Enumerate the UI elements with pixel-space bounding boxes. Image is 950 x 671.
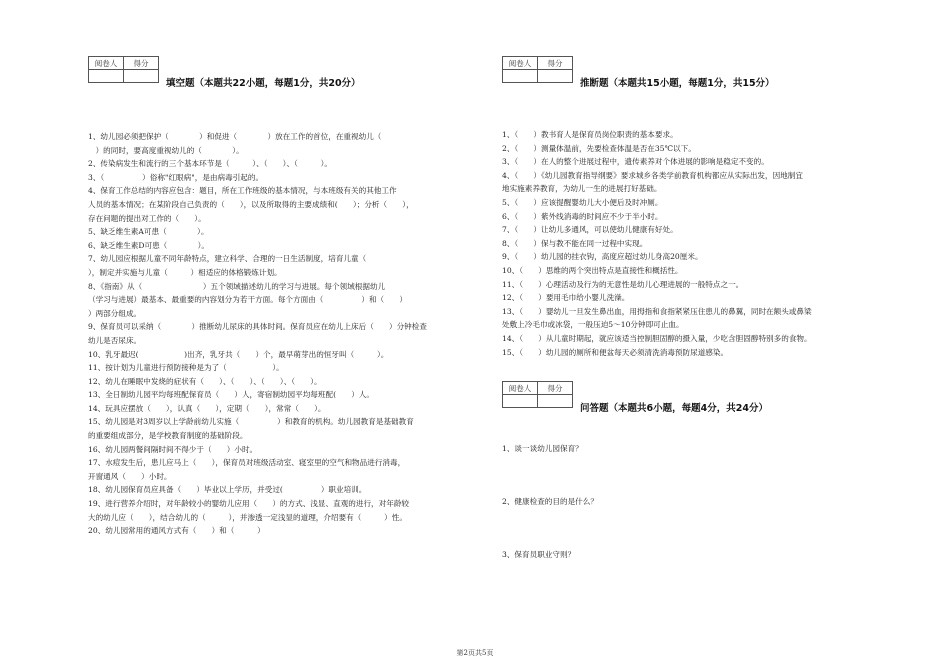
section-title: 推断题（本题共15小题，每题1分，共15分） [580,78,775,89]
question-line: 9、保育员可以采纳（ ）推断幼儿尿床的具体时间。保育员应在幼儿上床后（ ）分钟检查 [88,322,427,332]
question-line: 人员的基本情况；在某阶段自己负责的（ ），以及所取得的主要成绩和( ）；分析（ ）， [88,199,414,209]
score-cell[interactable] [538,70,573,83]
question-line: ）的同时，要高度重视幼儿的（ ）。 [88,145,244,155]
question-line: （学习与进展）最基本、最重要的内容划分为若干方面。每个方面由（ ）和（ ） [88,295,407,305]
score-cell[interactable] [538,395,573,408]
question-line: 6、缺乏维生素D可患（ ）。 [88,240,210,250]
question-line: 20、幼儿园常用的通风方式有（ ）和（ ） [88,526,265,536]
judge-question-line: 12、（ ）要用毛巾给小婴儿洗澡。 [502,293,630,303]
question-line: 15、幼儿园是对3周岁以上学龄前幼儿实施（ ）和教育的机构。幼儿园教育是基础教育 [88,417,414,427]
fill-blank-header [88,56,488,96]
question-line: 开窗通风（ ）小时。 [88,471,172,481]
question-line: 16、幼儿园两餐间隔时间不得少于（ ）小时。 [88,444,258,454]
question-line: 5、缺乏维生素A可患（ ）。 [88,227,209,237]
qa-header [502,381,862,421]
qa-items [502,443,862,560]
judge-question-line: 11、（ ）心理活动及行为的无意性是幼儿心理进展的一般特点之一。 [502,279,744,289]
judge-question-line: 14、（ ）从儿童时期起，就应该适当控制胆固醇的摄入量，少吃含胆固醇特别多的食物。 [502,333,812,343]
judge-section [502,56,862,359]
question-line: 2、传染病发生和流行的三个基本环节是（ ）、（ ）、（ ）。 [88,159,333,169]
question-line: 大的幼儿应（ ），结合幼儿的（ ），并渗透一定浅显的道理，介绍要有（ ）性。 [88,512,407,522]
question-line: 4、保育工作总结的内容应包含：题目，所在工作班级的基本情况，与本班级有关的其他工作 [88,186,397,196]
question-line: ）两部分组成。 [88,308,142,318]
page-number: 第2页共5页 [456,649,494,657]
question-line: 10、乳牙最迟( )出齐，乳牙共（ ）个，最早萌芽出的恒牙叫（ ）。 [88,349,389,359]
score-cell[interactable] [124,70,159,83]
judge-header [502,56,862,96]
question-line: 8、《指南》从（ ）五个领域描述幼儿的学习与进展。每个领域根据幼儿 [88,281,386,291]
judge-question-line: 10、（ ）思维的两个突出特点是直接性和概括性。 [502,265,683,275]
qa-question: 1、谈一谈幼儿园保育？ [502,444,583,454]
grader-cell[interactable] [503,70,538,83]
score-label: 得分 [124,57,159,70]
score-label: 得分 [538,57,573,70]
question-line: 19、进行营养介绍时，对年龄较小的婴幼儿应用（ ）的方式、浅显、直观的进行，对年龄较 [88,499,410,509]
question-line: 13、全日制幼儿园平均每班配保育员（ ）人，寄宿制幼园平均每班配( ）人。 [88,390,374,400]
judge-question-line: 13、（ ）婴幼儿一旦发生鼻出血，用拇指和食指紧紧压住患儿的鼻翼，同时在额头或鼻梁 [502,306,812,316]
section-title: 填空题（本题共22小题，每题1分，共20分） [166,78,361,89]
fill-blank-items [88,130,488,538]
score-box [88,56,159,83]
judge-question-line: 处敷上冷毛巾或冰袋，一般压迫5～10分钟即可止血。 [502,320,684,330]
question-line: ），制定并实施与儿童（ ）相适应的体格锻炼计划。 [88,267,282,277]
question-line: 14、玩具应摆放（ ），认真（ ），定期（ ），常常（ ）。 [88,403,326,413]
judge-question-line: 8、（ ）保与教不能在同一过程中实现。 [502,238,648,248]
section-title: 问答题（本题共6小题，每题4分，共24分） [580,403,768,415]
question-line: 7、幼儿园应根据儿童不同年龄特点，建立科学、合理的一日生活制度，培育儿童（ [88,254,367,264]
fill-blank-section [88,56,488,538]
judge-question-line: 6、（ ）紫外线消毒的时间应不少于半小时。 [502,211,663,221]
judge-question-line: 9、（ ）幼儿园的挂衣钩，高度应超过幼儿身高20厘米。 [502,252,703,262]
question-line: 11、按计划为儿童进行预防接种是为了（ ）。 [88,363,284,373]
question-line: 存在问题的提出对工作的（ ）。 [88,213,206,223]
qa-question: 2、健康检查的目的是什么？ [502,497,598,507]
question-line: 幼儿是否尿床。 [88,335,142,345]
judge-question-line: 5、（ ）应该提醒婴幼儿大小便后及时冲厕。 [502,197,663,207]
grader-cell[interactable] [503,395,538,408]
qa-question: 3、保育员职业守则？ [502,550,576,560]
score-label: 得分 [538,382,573,395]
question-line: 3、（ ）俗称"红眼病"，是由病毒引起的。 [88,172,264,182]
judge-question-line: 7、（ ）让幼儿多通风，可以使幼儿健康有好处。 [502,225,678,235]
question-line: 的重要组成部分，是学校教育制度的基础阶段。 [88,431,248,441]
judge-question-line: 1、（ ）教书育人是保育员岗位职责的基本要求。 [502,130,678,139]
question-line: 12、幼儿在睡眠中发烧的症状有（ ）、（ ）、（ ）、（ ）。 [88,376,322,386]
grader-label: 阅卷人 [503,382,538,395]
score-box [502,381,573,408]
grader-cell[interactable] [89,70,124,83]
judge-question-line: 4、（ ）《幼儿园教育指导纲要》要求城乡各类学前教育机构都应从实际出发，因地制宜 [502,170,803,180]
grader-label: 阅卷人 [89,57,124,70]
question-line: 1、幼儿园必须把保护（ ）和促进（ ）放在工作的首位，在重视幼儿（ [88,132,382,141]
score-box [502,56,573,83]
right-column [502,56,862,602]
question-line: 17、水痘发生后，患儿应马上（ ），保育员对班级活动室、寝室里的空气和物品进行消毒， [88,458,406,468]
judge-question-line: 地实施素养教育，为幼儿一生的进展打好基础。 [502,184,662,194]
judge-question-line: 15、（ ）幼儿园的厕所和便盆每天必须清洗消毒预防尿道感染。 [502,347,729,357]
grader-label: 阅卷人 [503,57,538,70]
judge-question-line: 2、（ ）测量体温前，先要检查体温是否在35℃以下。 [502,143,696,153]
question-line: 18、幼儿园保育员应具备（ ）毕业以上学历，并受过( ）职业培训。 [88,485,367,495]
qa-section [502,381,862,560]
judge-question-line: 3、（ ）在人的整个进展过程中，遗传素养对个体进展的影响是稳定不变的。 [502,157,769,167]
judge-items [502,128,862,359]
